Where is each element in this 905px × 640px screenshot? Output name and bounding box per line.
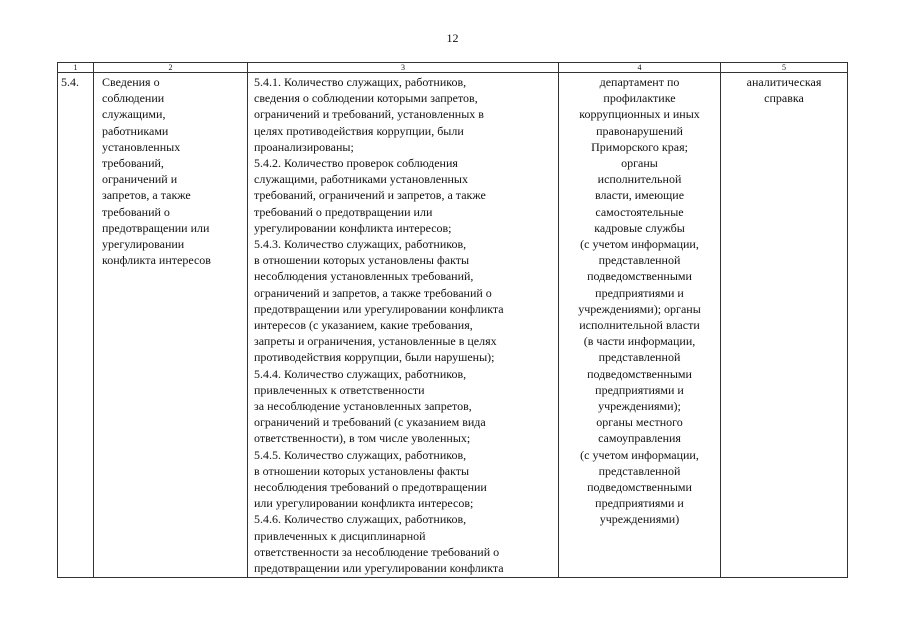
executor-line: правонарушений bbox=[596, 123, 683, 138]
indicator-line: урегулировании конфликта интересов; bbox=[254, 220, 452, 235]
item-name-line: ограничений и bbox=[102, 172, 178, 187]
indicator-line: предотвращении или урегулировании конфликта bbox=[254, 561, 504, 576]
table-row bbox=[58, 73, 848, 578]
table-header-row bbox=[58, 63, 848, 73]
column-number-5: 5 bbox=[721, 63, 848, 73]
item-name-line: соблюдении bbox=[102, 91, 165, 106]
executor-line: (с учетом информации, bbox=[580, 447, 699, 462]
item-name-line: требований, bbox=[102, 156, 164, 171]
indicator-line: требований о предотвращении или bbox=[254, 204, 433, 219]
executor-line: профилактике bbox=[603, 91, 676, 106]
executor-line: учреждениями); органы bbox=[578, 301, 701, 316]
executor-line: Приморского края; bbox=[591, 139, 688, 154]
indicator-line: 5.4.1. Количество служащих, работников, bbox=[254, 75, 467, 89]
indicator-line: ответственности за несоблюдение требований о bbox=[254, 544, 500, 559]
executor-line: власти, имеющие bbox=[594, 188, 685, 203]
executor-line: учреждениями) bbox=[599, 512, 680, 527]
indicator-line: 5.4.5. Количество служащих, работников, bbox=[254, 447, 467, 462]
executor-line: самостоятельные bbox=[595, 204, 684, 219]
indicator-line: за несоблюдение установленных запретов, bbox=[254, 399, 472, 414]
executor-line: подведомственными bbox=[587, 366, 692, 381]
indicator-line: противодействия коррупции, были нарушены); bbox=[254, 350, 495, 365]
page-number: 12 bbox=[446, 31, 459, 45]
executor-line: подведомственными bbox=[587, 269, 692, 284]
document-table bbox=[57, 62, 848, 578]
indicator-line: ответственности), в том числе уволенных; bbox=[254, 431, 471, 446]
executor-line: департамент по bbox=[599, 75, 680, 89]
indicator-line: в отношении которых установлены факты bbox=[254, 463, 470, 478]
executor-line: предприятиями и bbox=[595, 496, 684, 511]
executor-line: представленной bbox=[598, 350, 681, 365]
indicators-text bbox=[254, 74, 558, 576]
executors-cell bbox=[559, 73, 721, 578]
indicator-line: привлеченных к дисциплинарной bbox=[254, 528, 426, 543]
report-form-line: справка bbox=[764, 91, 804, 106]
executor-line: коррупционных и иных bbox=[579, 107, 700, 122]
item-name-line: урегулировании bbox=[102, 237, 185, 252]
item-name-line: Сведения о bbox=[102, 75, 160, 89]
item-name-line: запретов, а также bbox=[102, 188, 191, 203]
executor-line: (в части информации, bbox=[583, 334, 696, 349]
indicator-line: сведения о соблюдении которыми запретов, bbox=[254, 91, 478, 106]
indicator-line: запреты и ограничения, установленные в целях bbox=[254, 334, 497, 349]
indicator-line: несоблюдения требований о предотвращении bbox=[254, 480, 487, 495]
indicator-line: предотвращении или урегулировании конфликта bbox=[254, 301, 504, 316]
indicator-line: привлеченных к ответственности bbox=[254, 382, 425, 397]
executor-line: органы bbox=[621, 156, 658, 171]
executor-line: самоуправления bbox=[598, 431, 681, 446]
executor-line: (с учетом информации, bbox=[580, 237, 699, 252]
indicator-line: в отношении которых установлены факты bbox=[254, 253, 470, 268]
executor-line: исполнительной власти bbox=[579, 318, 700, 333]
indicator-line: интересов (с указанием, какие требования, bbox=[254, 318, 473, 333]
row-number-cell bbox=[58, 73, 94, 578]
indicator-line: ограничений и требований (с указанием вида bbox=[254, 415, 486, 430]
column-number-1: 1 bbox=[58, 63, 94, 73]
executor-line: органы местного bbox=[596, 415, 683, 430]
column-number-3: 3 bbox=[248, 63, 559, 73]
executor-line: подведомственными bbox=[587, 480, 692, 495]
indicator-line: требований, ограничений и запретов, а также bbox=[254, 188, 486, 203]
indicator-line: служащими, работниками установленных bbox=[254, 172, 468, 187]
indicator-line: проанализированы; bbox=[254, 139, 354, 154]
report-form-line: аналитическая bbox=[746, 75, 822, 89]
indicator-line: 5.4.6. Количество служащих, работников, bbox=[254, 512, 467, 527]
indicator-line: 5.4.2. Количество проверок соблюдения bbox=[254, 156, 458, 171]
item-name bbox=[102, 74, 247, 268]
executor-line: учреждениями); bbox=[598, 399, 681, 414]
item-name-line: установленных bbox=[102, 139, 181, 154]
item-name-line: работниками bbox=[102, 123, 169, 138]
indicator-line: 5.4.4. Количество служащих, работников, bbox=[254, 366, 467, 381]
indicator-line: ограничений и запретов, а также требований о bbox=[254, 285, 492, 300]
executor-line: представленной bbox=[598, 463, 681, 478]
indicators-cell bbox=[248, 73, 559, 578]
row-number: 5.4. bbox=[61, 75, 79, 89]
item-name-cell bbox=[94, 73, 248, 578]
item-name-line: конфликта интересов bbox=[102, 253, 211, 268]
indicator-line: 5.4.3. Количество служащих, работников, bbox=[254, 237, 467, 252]
item-name-line: служащими, bbox=[102, 107, 166, 122]
executor-line: кадровые службы bbox=[594, 220, 685, 235]
executors-text bbox=[561, 74, 718, 528]
report-form-text bbox=[723, 74, 845, 106]
column-number-2: 2 bbox=[94, 63, 248, 73]
executor-line: предприятиями и bbox=[595, 382, 684, 397]
executor-line: предприятиями и bbox=[595, 285, 684, 300]
item-name-line: требований о bbox=[102, 204, 170, 219]
item-name-line: предотвращении или bbox=[102, 220, 210, 235]
indicator-line: ограничений и требований, установленных в bbox=[254, 107, 484, 122]
executor-line: исполнительной bbox=[597, 172, 682, 187]
indicator-line: целях противодействия коррупции, были bbox=[254, 123, 464, 138]
executor-line: представленной bbox=[598, 253, 681, 268]
column-number-4: 4 bbox=[559, 63, 721, 73]
indicator-line: или урегулировании конфликта интересов; bbox=[254, 496, 474, 511]
report-form-cell bbox=[721, 73, 848, 578]
indicator-line: несоблюдения установленных требований, bbox=[254, 269, 474, 284]
